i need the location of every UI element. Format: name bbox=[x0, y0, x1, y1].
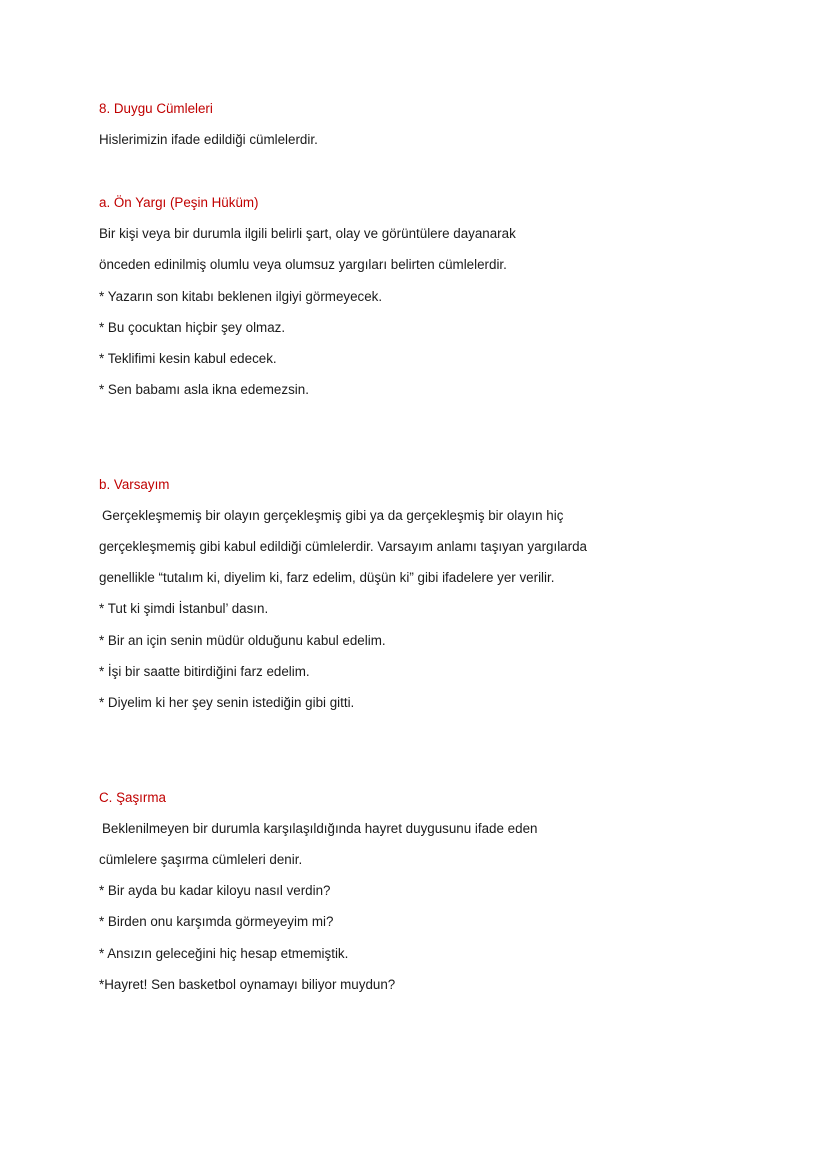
section-text-line: Gerçekleşmemiş bir olayın gerçekleşmiş gibi ya da gerçekleşmiş bir olayın hiç bbox=[102, 508, 564, 523]
example-sentence: * Bu çocuktan hiçbir şey olmaz. bbox=[99, 320, 286, 335]
example-sentence: * Ansızın geleceğini hiç hesap etmemiştik. bbox=[99, 946, 349, 961]
example-sentence: * Bir an için senin müdür olduğunu kabul edelim. bbox=[99, 633, 386, 648]
example-sentence: * Yazarın son kitabı beklenen ilgiyi görmeyecek. bbox=[99, 289, 383, 304]
example-sentence: *Hayret! Sen basketbol oynamayı biliyor muydun? bbox=[99, 977, 396, 992]
section-text-line: Bir kişi veya bir durumla ilgili belirli şart, olay ve görüntülere dayanarak bbox=[99, 226, 516, 241]
section-heading-duygu-cumleleri: 8. Duygu Cümleleri bbox=[99, 101, 213, 116]
example-sentence: * Sen babamı asla ikna edemezsin. bbox=[99, 382, 309, 397]
section-text-line: cümlelere şaşırma cümleleri denir. bbox=[99, 852, 303, 867]
example-sentence: * Bir ayda bu kadar kiloyu nasıl verdin? bbox=[99, 883, 331, 898]
section-text-line: Beklenilmeyen bir durumla karşılaşıldığında hayret duygusunu ifade eden bbox=[102, 821, 538, 836]
section-text-line: gerçekleşmemiş gibi kabul edildiği cümlelerdir. Varsayım anlamı taşıyan yargılarda bbox=[99, 539, 587, 554]
example-sentence: * Tut ki şimdi İstanbul’ dasın. bbox=[99, 601, 269, 616]
section-heading-varsayim: b. Varsayım bbox=[99, 477, 170, 492]
section-text-line: genellikle “tutalım ki, diyelim ki, farz edelim, düşün ki” gibi ifadelere yer verilir. bbox=[99, 570, 555, 585]
section-heading-on-yargi: a. Ön Yargı (Peşin Hüküm) bbox=[99, 195, 259, 210]
section-heading-sasirma: C. Şaşırma bbox=[99, 790, 166, 805]
example-sentence: * Teklifimi kesin kabul edecek. bbox=[99, 351, 277, 366]
example-sentence: * Diyelim ki her şey senin istediğin gibi gitti. bbox=[99, 695, 355, 710]
example-sentence: * İşi bir saatte bitirdiğini farz edelim. bbox=[99, 664, 310, 679]
example-sentence: * Birden onu karşımda görmeyeyim mi? bbox=[99, 914, 334, 929]
section-text-line: önceden edinilmiş olumlu veya olumsuz yargıları belirten cümlelerdir. bbox=[99, 257, 507, 272]
section-text-line: Hislerimizin ifade edildiği cümlelerdir. bbox=[99, 132, 318, 147]
